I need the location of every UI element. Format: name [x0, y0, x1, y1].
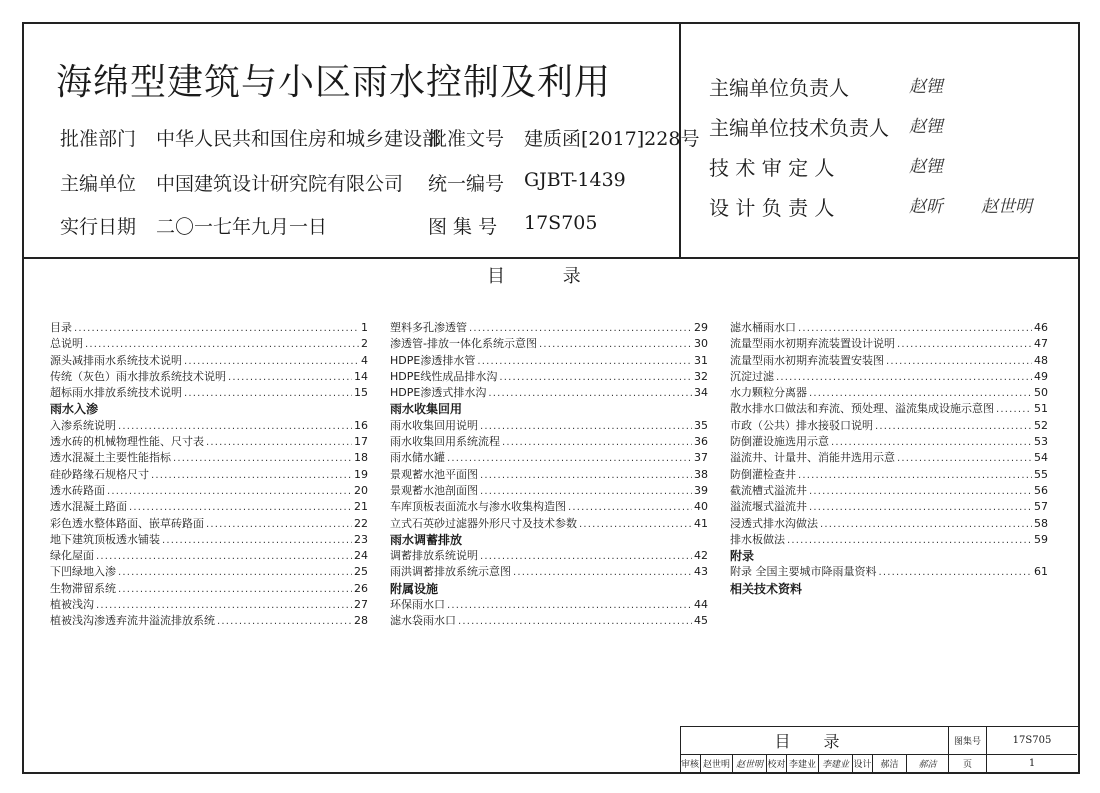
atlas-title: 海绵型建筑与小区雨水控制及利用 [56, 62, 612, 103]
toc-entry-title: 彩色透水整体路面、嵌草砖路面 [50, 516, 204, 530]
toc-entry-page: 53 [1034, 435, 1048, 449]
toc-entry [730, 499, 1048, 515]
toc-entry [390, 483, 708, 499]
meta-label: 批准文号 [428, 128, 505, 150]
toc-entry-page: 26 [354, 581, 368, 595]
toc-entry [50, 336, 368, 352]
toc-leader-dots [488, 386, 692, 402]
toc-entry-page: 44 [694, 598, 708, 612]
toc-leader-dots [513, 565, 692, 581]
toc-entry-title: 沉淀过滤 [730, 369, 774, 383]
toc-entry-title: 截流槽式溢流井 [730, 483, 807, 497]
toc-leader-dots [798, 468, 1032, 484]
toc-entry [50, 516, 368, 532]
toc-entry-page: 24 [354, 549, 368, 563]
toc-entry [730, 369, 1048, 385]
toc-entry-page: 43 [694, 565, 708, 579]
toc-entry-title: 超标雨水排放系统技术说明 [50, 386, 182, 400]
toc-entry-title: 植被浅沟 [50, 598, 94, 612]
toc-entry [730, 401, 1048, 417]
toc-entry-title: 总说明 [50, 337, 83, 351]
toc-leader-dots [447, 598, 692, 614]
toc-section-heading: 附录 [730, 549, 755, 564]
toc-entry-title: HDPE线性成品排水沟 [390, 369, 498, 383]
toc-entry-title: 透水砖路面 [50, 483, 105, 497]
toc-leader-dots [96, 598, 352, 614]
toc-entry-title: 塑料多孔渗透管 [390, 321, 467, 334]
meta-value: 中华人民共和国住房和城乡建设部 [156, 128, 442, 150]
role-label: 设 计 负 责 人 [709, 196, 835, 220]
toc-entry-title: 调蓄排放系统说明 [390, 549, 478, 563]
review-signature: 赵世明 [732, 755, 766, 772]
toc-entry [50, 564, 368, 580]
toc-entry [730, 483, 1048, 499]
toc-leader-dots [776, 370, 1032, 386]
toc-entry [730, 564, 1048, 580]
toc-entry-page: 58 [1034, 516, 1048, 530]
toc-section-heading: 相关技术资料 [730, 581, 803, 596]
toc-leader-dots [458, 614, 692, 630]
toc-entry-title: HDPE渗透式排水沟 [390, 386, 487, 400]
toc-leader-dots [480, 484, 692, 500]
signature: 赵锂 [909, 117, 943, 137]
signature: 赵世明 [981, 197, 1032, 217]
toc-entry [730, 434, 1048, 450]
toc-entry-title: 雨水储水罐 [390, 451, 445, 465]
toc-leader-dots [184, 386, 352, 402]
toc-entry-page: 48 [1034, 353, 1048, 367]
toc-entry [50, 385, 368, 401]
signature: 赵锂 [909, 157, 943, 177]
toc-entry-page: 47 [1034, 337, 1048, 351]
toc-leader-dots [502, 435, 692, 451]
review-label: 审核 [680, 760, 699, 770]
toc-entry-page: 59 [1034, 532, 1048, 546]
page-label: 页 [948, 755, 986, 772]
toc-entry-page: 28 [354, 614, 368, 628]
toc-entry-title: 绿化屋面 [50, 549, 94, 563]
meta-label: 批准部门 [60, 128, 137, 150]
toc-entry-title: 溢流堰式溢流井 [730, 500, 807, 514]
toc-leader-dots [820, 517, 1032, 533]
toc-entry [390, 450, 708, 466]
toc-leader-dots [809, 484, 1032, 500]
toc-entry-page: 17 [354, 435, 368, 449]
toc-entry-title: 植被浅沟渗透弃流井溢流排放系统 [50, 614, 215, 628]
toc-leader-dots [477, 354, 692, 370]
toc-entry-title: 防倒灌设施选用示意 [730, 435, 829, 449]
cover-header [24, 24, 1078, 259]
toc-entry-title: 溢流井、计量井、消能井选用示意 [730, 451, 895, 465]
toc-leader-dots [897, 451, 1032, 467]
toc-entry-title: 市政（公共）排水接驳口说明 [730, 418, 873, 432]
toc-entry [730, 516, 1048, 532]
toc-column-2 [390, 320, 708, 630]
toc-entry [50, 369, 368, 385]
toc-entry [390, 597, 708, 613]
toc-entry [50, 483, 368, 499]
toc-entry-title: 立式石英砂过滤器外形尺寸及技术参数 [390, 516, 577, 530]
atlas-no-label: 图集号 [948, 727, 986, 754]
toc-entry [390, 467, 708, 483]
toc-leader-dots [162, 533, 352, 549]
toc-entry-page: 49 [1034, 369, 1048, 383]
sheet-name: 目 录 [774, 732, 854, 751]
toc-leader-dots [151, 468, 352, 484]
toc-entry [390, 353, 708, 369]
toc-entry-title: 车库顶板表面流水与渗水收集构造图 [390, 500, 566, 514]
meta-value: GJBT-1439 [524, 169, 626, 191]
toc-leader-dots [217, 614, 352, 630]
signature: 赵昕 [909, 197, 943, 217]
toc-entry [50, 467, 368, 483]
toc-entry [730, 450, 1048, 466]
check-label: 校对 [766, 755, 786, 772]
toc-entry-page: 14 [354, 369, 368, 383]
toc-entry-page: 40 [694, 500, 708, 514]
toc-leader-dots [886, 354, 1032, 370]
toc-leader-dots [996, 402, 1032, 418]
meta-value: 二〇一七年九月一日 [156, 216, 328, 238]
toc-entry [730, 532, 1048, 548]
toc-entry-title: 源头减排雨水系统技术说明 [50, 353, 182, 367]
toc-entry-title: 入渗系统说明 [50, 418, 116, 432]
toc-entry [730, 467, 1048, 483]
toc-leader-dots [469, 321, 692, 337]
page-number: 1 [986, 755, 1077, 772]
toc-entry-page: 23 [354, 532, 368, 546]
toc-entry [390, 564, 708, 580]
toc-leader-dots [206, 517, 352, 533]
toc-entry-title: HDPE渗透排水管 [390, 353, 476, 367]
review-name: 赵世明 [700, 755, 732, 772]
toc-entry [50, 597, 368, 613]
toc-leader-dots [879, 565, 1033, 581]
toc-entry-page: 16 [354, 418, 368, 432]
design-signature: 郝洁 [906, 755, 948, 772]
toc-entry-page: 56 [1034, 483, 1048, 497]
toc-leader-dots [173, 451, 352, 467]
toc-leader-dots [809, 386, 1032, 402]
title-block [680, 726, 1078, 772]
toc-entry [390, 548, 708, 564]
toc-entry-page: 20 [354, 483, 368, 497]
toc-entry [390, 369, 708, 385]
toc-entry-title: 滤水袋雨水口 [390, 614, 456, 628]
toc-entry [730, 353, 1048, 369]
toc-entry [730, 336, 1048, 352]
toc-entry [50, 353, 368, 369]
toc-entry-title: 硅砂路缘石规格尺寸 [50, 467, 149, 481]
toc-entry-page: 15 [354, 386, 368, 400]
toc-entry-page: 51 [1034, 402, 1048, 416]
toc-entry-page: 18 [354, 451, 368, 465]
toc-entry-title: 渗透管-排放一体化系统示意图 [390, 337, 537, 351]
toc-column-1 [50, 320, 368, 630]
toc-entry-title: 流量型雨水初期弃流装置设计说明 [730, 337, 895, 351]
toc-entry-title: 下凹绿地入渗 [50, 565, 116, 579]
toc-section-heading: 附属设施 [390, 581, 439, 596]
toc-entry-page: 31 [694, 353, 708, 367]
toc-entry-page: 25 [354, 565, 368, 579]
toc-entry-title: 景观蓄水池剖面图 [390, 483, 478, 497]
toc-entry [50, 581, 368, 597]
design-name: 郝洁 [872, 755, 906, 772]
toc-entry-title: 传统（灰色）雨水排放系统技术说明 [50, 369, 226, 383]
check-name: 李建业 [786, 755, 818, 772]
toc-leader-dots [107, 484, 352, 500]
toc-leader-dots [499, 370, 692, 386]
toc-section-heading: 雨水调蓄排放 [390, 532, 463, 547]
toc-entry-title: 透水混凝土路面 [50, 500, 127, 514]
toc-entry-title: 流量型雨水初期弃流装置安装图 [730, 353, 884, 367]
toc-column-3 [730, 320, 1048, 597]
toc-leader-dots [787, 533, 1032, 549]
toc-entry [50, 613, 368, 629]
toc-entry [390, 418, 708, 434]
toc-entry-title: 目录 [50, 321, 72, 334]
toc-entry-page: 37 [694, 451, 708, 465]
header-left-panel [24, 24, 700, 257]
toc-entry-page: 21 [354, 500, 368, 514]
toc-entry-page: 46 [1034, 321, 1048, 334]
toc-entry [50, 548, 368, 564]
toc-entry-page: 55 [1034, 467, 1048, 481]
toc-leader-dots [118, 565, 352, 581]
toc-entry [390, 516, 708, 532]
toc-leader-dots [539, 337, 692, 353]
toc-entry-page: 41 [694, 516, 708, 530]
toc-entry-title: 雨洪调蓄排放系统示意图 [390, 565, 511, 579]
toc-entry-page: 35 [694, 418, 708, 432]
toc-leader-dots [184, 354, 359, 370]
toc-entry-page: 32 [694, 369, 708, 383]
toc-entry-title: 透水砖的机械物理性能、尺寸表 [50, 435, 204, 449]
meta-label: 主编单位 [60, 173, 137, 195]
toc-entry-title: 水力颗粒分离器 [730, 386, 807, 400]
toc-entry-page: 36 [694, 435, 708, 449]
toc-entry-page: 27 [354, 598, 368, 612]
toc-entry [390, 385, 708, 401]
toc-entry [50, 499, 368, 515]
role-label: 主编单位负责人 [709, 76, 849, 100]
toc-leader-dots [897, 337, 1032, 353]
toc-entry [390, 336, 708, 352]
toc-entry-title: 滤水桶雨水口 [730, 321, 796, 334]
toc-entry-page: 61 [1034, 565, 1048, 579]
role-label: 主编单位技术负责人 [709, 116, 889, 140]
role-label: 技 术 审 定 人 [709, 156, 835, 180]
toc-leader-dots [206, 435, 352, 451]
toc-heading: 目 录 [487, 266, 607, 287]
toc-entry-title: 排水板做法 [730, 532, 785, 546]
toc-entry [730, 418, 1048, 434]
toc-entry-page: 45 [694, 614, 708, 628]
toc-entry [50, 532, 368, 548]
toc-leader-dots [875, 419, 1032, 435]
title-block-row-main [681, 727, 1077, 755]
toc-entry-page: 52 [1034, 418, 1048, 432]
toc-leader-dots [579, 517, 692, 533]
toc-entry [50, 450, 368, 466]
toc-entry-page: 54 [1034, 451, 1048, 465]
toc-leader-dots [118, 582, 352, 598]
toc-entry-page: 57 [1034, 500, 1048, 514]
toc-leader-dots [228, 370, 352, 386]
toc-entry-title: 生物滞留系统 [50, 581, 116, 595]
toc-section-heading: 雨水入渗 [50, 402, 99, 417]
toc-leader-dots [480, 468, 692, 484]
toc-entry [390, 434, 708, 450]
toc-entry [730, 320, 1048, 336]
toc-entry-title: 雨水收集回用系统流程 [390, 435, 500, 449]
toc-entry-title: 散水排水口做法和弃流、预处理、溢流集成设施示意图 [730, 402, 994, 416]
toc-entry-page: 19 [354, 467, 368, 481]
toc-entry-title: 附录 全国主要城市降雨量资料 [730, 565, 877, 579]
toc-entry-page: 50 [1034, 386, 1048, 400]
toc-leader-dots [74, 321, 359, 337]
toc-leader-dots [129, 500, 352, 516]
toc-leader-dots [85, 337, 359, 353]
toc-leader-dots [809, 500, 1032, 516]
title-block-row-sign [681, 755, 1077, 772]
toc-entry-title: 防倒灌检查井 [730, 467, 796, 481]
toc-entry-page: 42 [694, 549, 708, 563]
toc-entry-page: 22 [354, 516, 368, 530]
meta-value: 建质函[2017]228号 [524, 128, 700, 150]
toc-entry-title: 雨水收集回用说明 [390, 418, 478, 432]
meta-label: 统一编号 [428, 173, 505, 195]
toc-entry-title: 景观蓄水池平面图 [390, 467, 478, 481]
meta-value: 17S705 [524, 212, 598, 234]
check-signature: 李建业 [818, 755, 852, 772]
toc-entry [390, 613, 708, 629]
toc-leader-dots [118, 419, 352, 435]
header-right-panel [681, 24, 1078, 257]
toc-entry-title: 浸透式排水沟做法 [730, 516, 818, 530]
toc-entry-page: 30 [694, 337, 708, 351]
toc-entry-page: 1 [361, 321, 368, 334]
toc-entry-page: 34 [694, 386, 708, 400]
meta-label: 图 集 号 [428, 216, 498, 238]
toc-leader-dots [480, 419, 692, 435]
toc-entry-title: 透水混凝土主要性能指标 [50, 451, 171, 465]
design-label: 设计 [852, 755, 872, 772]
toc-entry-title: 地下建筑顶板透水铺装 [50, 532, 160, 546]
toc-entry-page: 2 [361, 337, 368, 351]
toc-section-heading: 雨水收集回用 [390, 402, 463, 417]
atlas-no-value: 17S705 [986, 727, 1077, 754]
meta-label: 实行日期 [60, 216, 137, 238]
toc-entry-page: 39 [694, 483, 708, 497]
toc-entry-page: 4 [361, 353, 368, 367]
toc-entry-page: 38 [694, 467, 708, 481]
toc-entry [50, 418, 368, 434]
toc-leader-dots [480, 549, 692, 565]
toc-entry [50, 434, 368, 450]
toc-entry [50, 320, 368, 336]
toc-leader-dots [96, 549, 352, 565]
signature: 赵锂 [909, 77, 943, 97]
toc-leader-dots [447, 451, 692, 467]
toc-entry [730, 385, 1048, 401]
toc-entry [390, 499, 708, 515]
toc-leader-dots [568, 500, 692, 516]
toc-entry [390, 320, 708, 336]
toc-leader-dots [831, 435, 1032, 451]
meta-value: 中国建筑设计研究院有限公司 [156, 173, 404, 195]
toc-leader-dots [798, 321, 1032, 337]
toc-entry-title: 环保雨水口 [390, 598, 445, 612]
toc-entry-page: 29 [694, 321, 708, 334]
